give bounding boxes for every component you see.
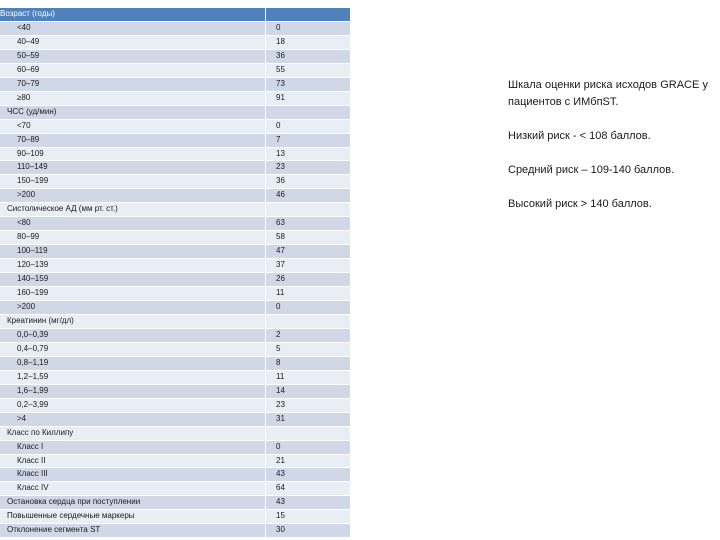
criterion-cell: >200 [0,189,266,203]
table-row [0,245,351,259]
criterion-cell: 150–199 [0,175,266,189]
criterion-cell: 90–109 [0,147,266,161]
score-cell: 47 [266,245,351,259]
table-row [0,147,351,161]
score-cell: 14 [266,384,351,398]
criterion-cell: 0,8–1,19 [0,356,266,370]
score-cell: 23 [266,161,351,175]
category-row [0,510,351,524]
criterion-cell: 1,2–1,59 [0,370,266,384]
table-row [0,468,351,482]
table-row [0,328,351,342]
table-row [0,259,351,273]
low-risk-note: Низкий риск - < 108 баллов. [508,130,651,142]
score-cell: 31 [266,412,351,426]
criterion-cell: Класс III [0,468,266,482]
score-cell [266,203,351,217]
criterion-cell: Креатинин (мг/дл) [0,314,266,328]
table-row [0,63,351,77]
score-cell [266,8,351,21]
table-row [0,35,351,49]
criterion-cell: 100–119 [0,245,266,259]
table-row [0,49,351,63]
score-cell: 43 [266,496,351,510]
category-row [0,314,351,328]
score-cell: 11 [266,370,351,384]
table-row [0,119,351,133]
criterion-cell: ЧСС (уд/мин) [0,105,266,119]
score-cell: 37 [266,259,351,273]
criterion-cell: 110–149 [0,161,266,175]
grace-score-table [0,8,351,538]
table-header-row [0,8,351,21]
table-row [0,175,351,189]
table-row [0,301,351,315]
criterion-cell: Систолическое АД (мм рт. ст.) [0,203,266,217]
table-row [0,217,351,231]
table-row [0,370,351,384]
table-row [0,189,351,203]
category-row [0,105,351,119]
score-cell: 7 [266,133,351,147]
score-cell: 11 [266,287,351,301]
score-cell [266,426,351,440]
criterion-cell: 60–69 [0,63,266,77]
criterion-cell: Отклонение сегмента ST [0,524,266,538]
table-row [0,356,351,370]
criterion-cell: Класс II [0,454,266,468]
score-cell: 18 [266,35,351,49]
score-cell: 13 [266,147,351,161]
category-row [0,524,351,538]
table-row [0,91,351,105]
category-row [0,426,351,440]
score-cell: 46 [266,189,351,203]
table-row [0,161,351,175]
criterion-cell: >200 [0,301,266,315]
category-row [0,203,351,217]
table-row [0,21,351,35]
score-cell: 23 [266,398,351,412]
high-risk-note: Высокий риск > 140 баллов. [508,198,652,210]
grace-scale-title: Шкала оценки риска исходов GRACE у пациентов с ИМбпST. [508,79,708,108]
score-cell: 0 [266,301,351,315]
criterion-cell: ≥80 [0,91,266,105]
table-row [0,482,351,496]
score-cell: 64 [266,482,351,496]
criterion-cell: 0,4–0,79 [0,342,266,356]
table-row [0,412,351,426]
table-row [0,287,351,301]
table-row [0,231,351,245]
criterion-cell: Класс IV [0,482,266,496]
table-row [0,454,351,468]
score-cell: 15 [266,510,351,524]
table-row [0,133,351,147]
table-row [0,384,351,398]
criterion-cell: 0,2–3,99 [0,398,266,412]
score-cell: 63 [266,217,351,231]
score-cell: 8 [266,356,351,370]
score-cell: 26 [266,273,351,287]
score-cell: 2 [266,328,351,342]
criterion-cell: 40–49 [0,35,266,49]
score-cell [266,105,351,119]
score-cell: 55 [266,63,351,77]
criterion-cell: 70–89 [0,133,266,147]
score-cell: 36 [266,49,351,63]
criterion-cell: 50–59 [0,49,266,63]
score-cell: 73 [266,77,351,91]
score-cell: 91 [266,91,351,105]
criterion-cell: 0,0–0,39 [0,328,266,342]
medium-risk-note: Средний риск – 109-140 баллов. [508,164,675,176]
score-cell [266,314,351,328]
score-cell: 0 [266,440,351,454]
table-row [0,398,351,412]
criterion-cell: <40 [0,21,266,35]
score-cell: 30 [266,524,351,538]
grace-score-table-body [0,8,351,538]
score-cell: 43 [266,468,351,482]
criterion-cell: <70 [0,119,266,133]
category-row [0,496,351,510]
criterion-cell: 80–99 [0,231,266,245]
score-cell: 36 [266,175,351,189]
criterion-cell: Класс I [0,440,266,454]
criterion-cell: Остановка сердца при поступлении [0,496,266,510]
score-cell: 21 [266,454,351,468]
criterion-cell: Класс по Киллипу [0,426,266,440]
score-cell: 0 [266,119,351,133]
criterion-cell: 70–79 [0,77,266,91]
criterion-cell: 120–139 [0,259,266,273]
table-row [0,440,351,454]
table-row [0,77,351,91]
table-row [0,273,351,287]
criterion-cell: Возраст (годы) [0,8,266,21]
criterion-cell: 140–159 [0,273,266,287]
table-row [0,342,351,356]
score-cell: 5 [266,342,351,356]
criterion-cell: Повышенные сердечные маркеры [0,510,266,524]
score-cell: 58 [266,231,351,245]
criterion-cell: 1,6–1,99 [0,384,266,398]
score-cell: 0 [266,21,351,35]
criterion-cell: >4 [0,412,266,426]
criterion-cell: <80 [0,217,266,231]
criterion-cell: 160–199 [0,287,266,301]
